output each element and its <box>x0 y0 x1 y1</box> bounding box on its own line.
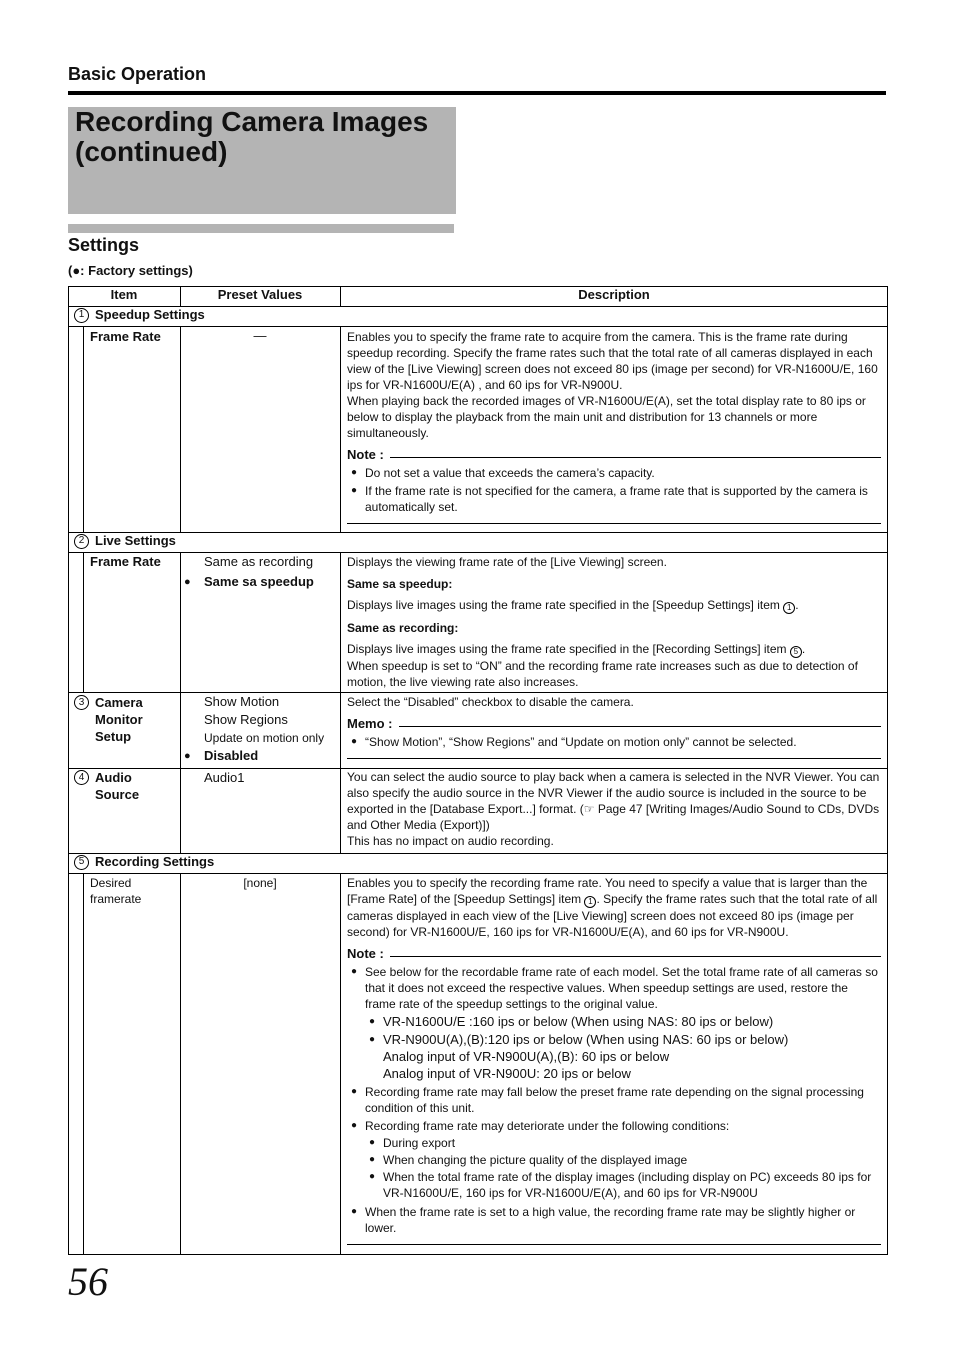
preset-option: Show Motion <box>204 694 280 709</box>
page-number: 56 <box>68 1259 108 1304</box>
section-label: Basic Operation <box>68 64 207 84</box>
note-header <box>347 946 881 962</box>
settings-table <box>68 286 888 1256</box>
note-bullet: ● Do not set a value that exceeds the camera’s capacity. <box>347 465 881 481</box>
circled-number: 3 <box>74 695 89 710</box>
description-paragraph: Displays live images using the frame rate specified in the [Recording Settings] item 5 . <box>347 642 806 656</box>
table-col-rule <box>340 552 341 692</box>
page-title-line2: (continued) <box>75 136 228 167</box>
description-paragraph: When speedup is set to “ON” and the recording frame rate increases such as due to detection of motion, the live viewing rate also increases. <box>347 659 858 689</box>
factory-settings-note: (●: Factory settings) <box>68 263 193 278</box>
column-header-preset: Preset Values <box>217 287 303 302</box>
group-label: Speedup Settings <box>95 307 205 322</box>
table-col-rule <box>180 326 181 532</box>
table-col-rule <box>340 873 341 1254</box>
row-description <box>347 875 881 1245</box>
row-description <box>347 329 881 524</box>
table-border-left <box>68 286 69 1255</box>
group-recording-settings <box>74 854 214 870</box>
row-preset-value: — <box>253 328 267 343</box>
note-bullet: ● If the frame rate is not specified for the camera, a frame rate that is supported by the camera is automatically set. <box>347 483 881 515</box>
table-col-rule <box>180 873 181 1254</box>
memo-bullet: ● “Show Motion”, “Show Regions” and “Update on motion only” cannot be selected. <box>347 734 881 750</box>
note-bullet: ● See below for the recordable frame rate of each model. Set the total frame rate of all cameras so that it does not exceed the respective values. When speedup settings are used, restore the frame rate of the speedup settings to the original value. <box>347 964 881 1012</box>
group-label: Live Settings <box>95 533 176 548</box>
group-label: Recording Settings <box>95 854 215 869</box>
note-bullet: ● Recording frame rate may deteriorate under the following conditions: <box>347 1118 881 1134</box>
group-audio-source <box>74 769 178 803</box>
note-header <box>347 447 881 463</box>
memo-label: Memo : <box>347 716 393 731</box>
table-border-bottom <box>68 1254 888 1255</box>
table-border-right <box>887 286 888 1255</box>
group-label: Camera Monitor Setup <box>95 695 143 744</box>
description-paragraph: This has no impact on audio recording. <box>347 834 554 848</box>
column-header-description: Description <box>578 287 650 302</box>
circled-number: 4 <box>74 770 89 785</box>
row-item-label: Desired framerate <box>90 876 142 906</box>
description-paragraph: You can select the audio source to play back when a camera is selected in the NVR Viewer. You can also specify the audio source in the NVR Viewer if the audio source is included in the source to be exported in the [Database Export...] format. (☞ Page 47 [Writing Images/Audio Sound to CDs, DVDs and Other Media (Export)]) <box>347 770 880 832</box>
preset-option-factory: ● Disabled <box>180 747 340 765</box>
description-paragraph: When playing back the recorded images of VR-N1600U/E(A), set the total display rate to 80 ips or below to display the playback from the main unit and distribution for 13 channels or more simultaneously. <box>347 394 866 440</box>
row-item-label: Frame Rate <box>90 329 161 344</box>
description-paragraph: Select the “Disabled” checkbox to disable the camera. <box>347 695 634 709</box>
title-box <box>68 107 456 214</box>
memo-header <box>347 716 881 732</box>
row-preset-value: [none] <box>243 876 277 890</box>
note-indent-text: Analog input of VR-N900U: 20 ips or below <box>383 1066 631 1081</box>
table-col-rule <box>340 326 341 532</box>
circled-number: 1 <box>584 896 596 908</box>
preset-option: Audio1 <box>204 770 245 785</box>
section-rule <box>68 91 886 95</box>
table-row-rule <box>68 532 888 533</box>
circled-number: 5 <box>74 855 89 870</box>
row-description <box>347 694 881 759</box>
row-preset-options <box>180 769 340 787</box>
circled-number: 2 <box>74 534 89 549</box>
note-end-rule <box>347 523 881 524</box>
circled-number: 1 <box>783 602 795 614</box>
table-col-rule <box>340 692 341 853</box>
description-subheading: Same sa speedup: <box>347 577 453 591</box>
title-underbar <box>68 224 454 233</box>
row-preset-options <box>180 553 340 591</box>
description-paragraph: Enables you to specify the recording frame rate. You need to specify a value that is larger than the [Frame Rate] of the [Speedup Settings] item 1 . Specify the frame rates such that the total rate of all cameras displayed in each view of the [Live Viewing] screen does not exceed 80 ips (image per second) for VR-N1600U/E, 160 ips for VR-N1600U/E(A), and 60 ips for VR-N900U. <box>347 876 878 939</box>
preset-option: Same as recording <box>204 554 314 569</box>
description-paragraph: Enables you to specify the frame rate to acquire from the camera. This is the frame rate during speedup recording. Specify the frame rates such that the total rate of all cameras displayed in each view of the [Live Viewing] screen does not exceed 80 ips (image per second) for VR-N1600U/E, 160 ips for VR-N1600U/E(A) , and 60 ips for VR-N900U. <box>347 330 878 392</box>
note-label: Note : <box>347 447 384 462</box>
note-sub-bullet: ● When changing the picture quality of the displayed image <box>347 1152 881 1168</box>
preset-option: Show Regions <box>204 712 288 727</box>
description-paragraph: Displays the viewing frame rate of the [Live Viewing] screen. <box>347 555 667 569</box>
row-item-label: Frame Rate <box>90 554 161 569</box>
page-title-line1: Recording Camera Images <box>75 106 429 137</box>
group-camera-monitor-setup <box>74 694 178 745</box>
note-indent-text: Analog input of VR-N900U(A),(B): 60 ips or below <box>383 1049 670 1064</box>
table-indent-rule <box>83 326 84 532</box>
note-sub-bullet: ● VR-N900U(A),(B):120 ips or below (When using NAS: 60 ips or below) <box>347 1031 881 1048</box>
table-row-rule <box>68 873 888 874</box>
note-end-rule <box>347 1244 881 1245</box>
column-header-item: Item <box>110 287 138 302</box>
circled-number: 1 <box>74 308 89 323</box>
row-description <box>347 769 881 849</box>
preset-option-factory: ● Same sa speedup <box>180 573 340 591</box>
note-bullet: ● When the frame rate is set to a high value, the recording frame rate may be slightly higher or lower. <box>347 1204 881 1236</box>
preset-option: Update on motion only <box>204 731 325 745</box>
row-description <box>347 554 881 690</box>
table-indent-rule <box>83 552 84 692</box>
memo-end-rule <box>347 758 881 759</box>
group-speedup-settings <box>74 307 205 323</box>
row-preset-options <box>180 693 340 765</box>
description-paragraph: Displays live images using the frame rate specified in the [Speedup Settings] item 1 . <box>347 598 799 612</box>
circled-number: 5 <box>790 646 802 658</box>
description-subheading: Same as recording: <box>347 621 459 635</box>
page-title <box>75 107 428 167</box>
note-sub-bullet: ● During export <box>347 1135 881 1151</box>
settings-heading: Settings <box>68 235 140 255</box>
note-sub-bullet: ● VR-N1600U/E :160 ips or below (When using NAS: 80 ips or below) <box>347 1013 881 1030</box>
table-indent-rule <box>83 873 84 1254</box>
group-label: Audio Source <box>95 770 140 802</box>
note-bullet: ● Recording frame rate may fall below the preset frame rate depending on the signal processing condition of this unit. <box>347 1084 881 1116</box>
note-label: Note : <box>347 946 384 961</box>
group-live-settings <box>74 533 176 549</box>
note-sub-bullet: ● When the total frame rate of the display images (including display on PC) exceeds 80 ips for VR-N1600U/E, 160 ips for VR-N1600U/E(A), and 60 ips for VR-N900U <box>347 1169 881 1201</box>
